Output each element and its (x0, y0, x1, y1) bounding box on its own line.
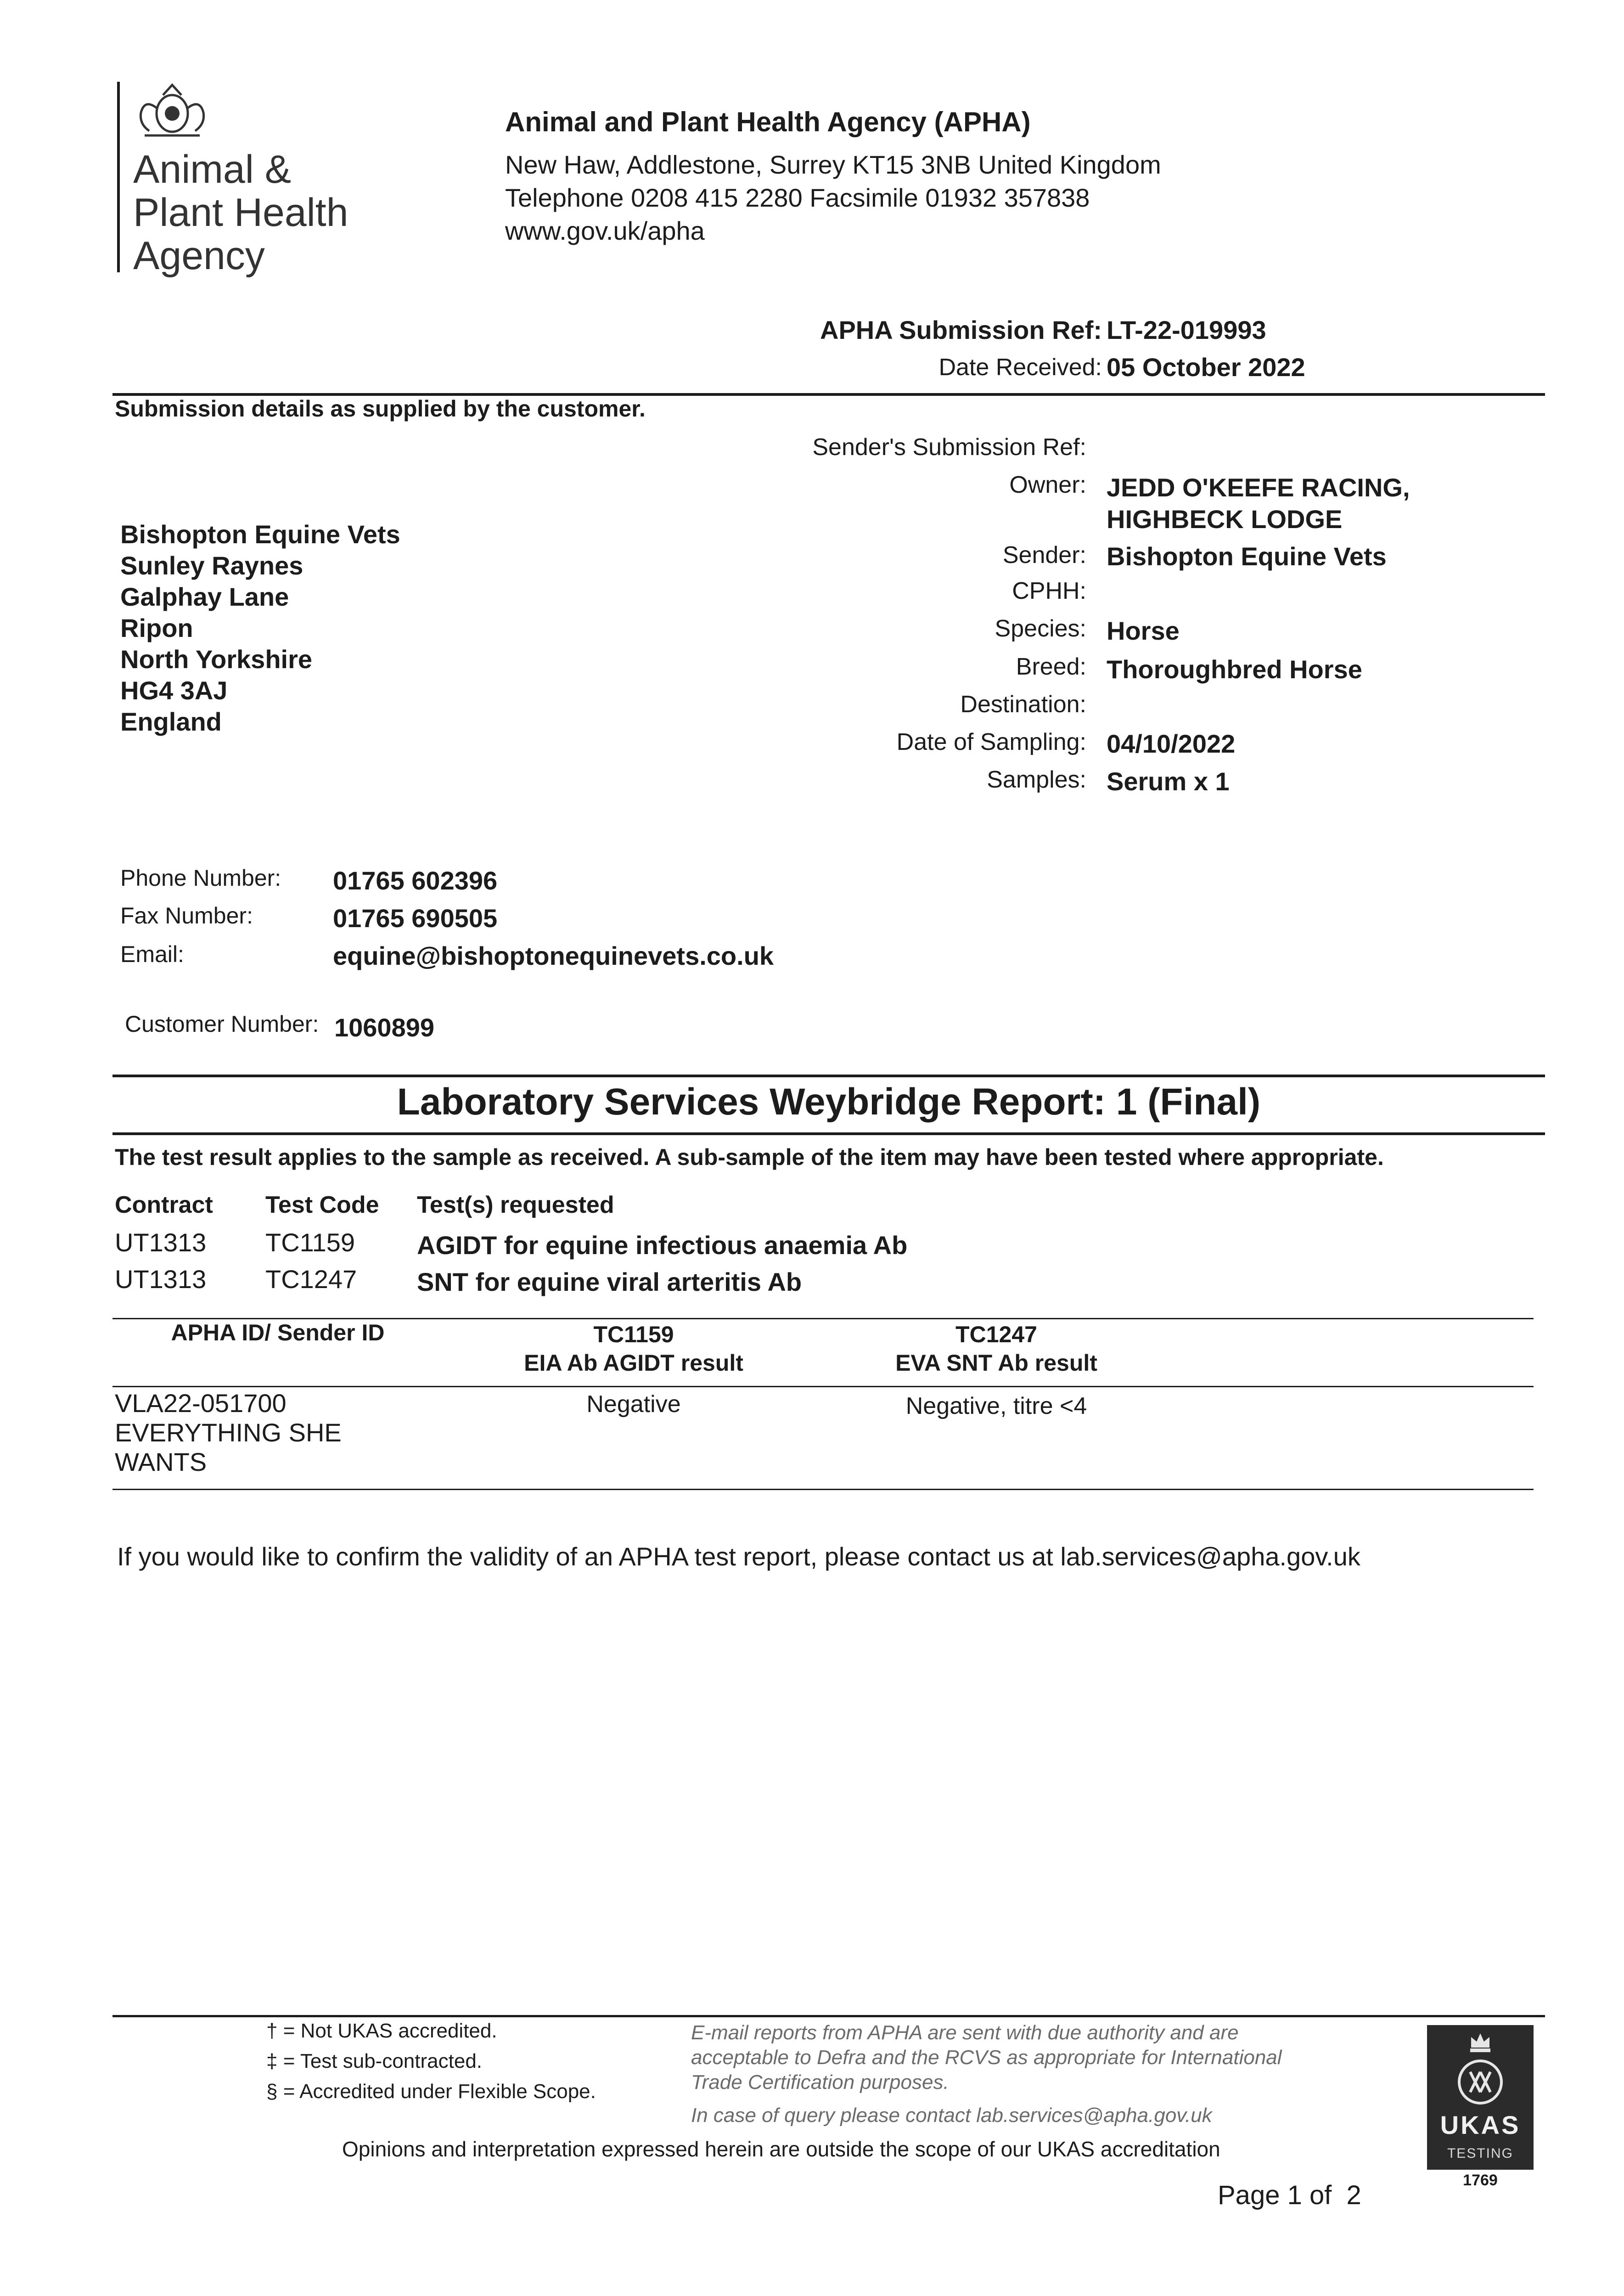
address-line: England (120, 707, 222, 736)
destination-label: Destination: (960, 691, 1086, 718)
address-line: Bishopton Equine Vets (120, 520, 400, 549)
samples-value: Serum x 1 (1107, 767, 1230, 796)
date-of-sampling-value: 04/10/2022 (1107, 729, 1236, 758)
agency-logo-line-2: Plant Health (133, 191, 348, 235)
result-id-line: VLA22-051700 (115, 1389, 287, 1418)
test-contract: UT1313 (115, 1228, 207, 1257)
address-line: Sunley Raynes (120, 551, 303, 580)
customer-number-value: 1060899 (334, 1013, 435, 1042)
address-line: Ripon (120, 613, 193, 642)
report-note: The test result applies to the sample as received. A sub-sample of the item may have been tested where appropriate. (115, 1144, 1384, 1170)
owner-value: JEDD O'KEEFE RACING, (1107, 473, 1410, 502)
samples-label: Samples: (987, 766, 1086, 793)
validity-note: If you would like to confirm the validity of an APHA test report, please contact us at lab.services@apha.gov.uk (117, 1542, 1360, 1571)
footer-query-note: In case of query please contact lab.services@apha.gov.uk (691, 2104, 1212, 2127)
customer-address (120, 519, 400, 737)
results-tc1247-code-header: TC1247 (955, 1322, 1037, 1347)
footer-opinions: Opinions and interpretation expressed herein are outside the scope of our UKAS accreditation (342, 2137, 1220, 2161)
ukas-number: 1769 (1463, 2172, 1498, 2189)
fax-value: 01765 690505 (333, 904, 498, 933)
test-contract: UT1313 (115, 1265, 207, 1294)
test-requested: SNT for equine viral arteritis Ab (417, 1267, 802, 1296)
phone-label: Phone Number: (120, 865, 281, 891)
owner-value-line-2: HIGHBECK LODGE (1107, 505, 1343, 534)
agency-address: New Haw, Addlestone, Surrey KT15 3NB United Kingdom (505, 150, 1161, 179)
report-top-rule (112, 1075, 1545, 1077)
email-note-line: Trade Certification purposes. (691, 2071, 949, 2093)
results-tc1247-desc-header: EVA SNT Ab result (895, 1350, 1097, 1376)
breed-value: Thoroughbred Horse (1107, 655, 1362, 684)
result-tc1247: Negative, titre <4 (905, 1393, 1087, 1419)
ukas-label: UKAS (1440, 2110, 1521, 2139)
address-line: HG4 3AJ (120, 676, 228, 705)
email-note-line: E-mail reports from APHA are sent with due authority and are (691, 2021, 1239, 2044)
customer-number-label: Customer Number: (125, 1011, 319, 1037)
result-id-line: EVERYTHING SHE (115, 1418, 342, 1447)
breed-label: Breed: (1016, 653, 1086, 680)
tests-requested-header: Test(s) requested (417, 1192, 614, 1218)
legend-flexible-scope: § = Accredited under Flexible Scope. (266, 2080, 596, 2103)
contract-header: Contract (115, 1192, 213, 1218)
test-code-header: Test Code (265, 1192, 379, 1218)
footer-email-note (691, 2020, 1282, 2095)
submission-details-heading: Submission details as supplied by the customer. (115, 396, 646, 422)
test-requested: AGIDT for equine infectious anaemia Ab (417, 1231, 908, 1260)
sender-value: Bishopton Equine Vets (1107, 542, 1387, 571)
species-label: Species: (995, 615, 1086, 642)
sender-label: Sender: (1002, 542, 1086, 568)
page-number: Page 1 of 2 (1218, 2180, 1361, 2210)
agency-telephone: Telephone 0208 415 2280 Facsimile 01932 357838 (505, 183, 1090, 212)
result-tc1159: Negative (586, 1391, 681, 1418)
test-code: TC1159 (265, 1228, 355, 1257)
report-title: Laboratory Services Weybridge Report: 1 (Final) (397, 1081, 1261, 1123)
sender-submission-ref-label: Sender's Submission Ref: (812, 434, 1086, 461)
ukas-sub: TESTING (1447, 2146, 1513, 2161)
agency-website: www.gov.uk/apha (505, 216, 705, 245)
agency-logo-line-1: Animal & (133, 147, 292, 191)
agency-name: Animal and Plant Health Agency (APHA) (505, 107, 1031, 137)
result-id (115, 1388, 342, 1478)
address-line: Galphay Lane (120, 582, 289, 611)
address-line: North Yorkshire (120, 645, 313, 674)
date-received-value: 05 October 2022 (1107, 353, 1305, 382)
submission-ref-value: LT-22-019993 (1107, 315, 1266, 344)
footer-legend (266, 2016, 596, 2107)
results-tc1159-desc-header: EIA Ab AGIDT result (524, 1350, 743, 1376)
fax-label: Fax Number: (120, 903, 253, 929)
results-header-rule (112, 1386, 1534, 1387)
ukas-crown-emblem-icon (1453, 2032, 1508, 2107)
royal-coat-of-arms-icon (131, 80, 214, 142)
owner-label: Owner: (1009, 472, 1086, 498)
logo-divider (117, 82, 120, 272)
results-bottom-rule (112, 1489, 1534, 1490)
ukas-badge (1427, 2025, 1534, 2170)
email-note-line: acceptable to Defra and the RCVS as appropriate for International (691, 2046, 1282, 2069)
results-tc1159-code-header: TC1159 (593, 1322, 674, 1347)
agency-logo-line-3: Agency (133, 234, 265, 278)
cphh-label: CPHH: (1012, 578, 1086, 604)
email-label: Email: (120, 941, 184, 967)
test-code: TC1247 (265, 1265, 357, 1294)
results-id-header: APHA ID/ Sender ID (171, 1320, 385, 1345)
date-received-label: Date Received: (938, 354, 1102, 381)
legend-sub-contracted: ‡ = Test sub-contracted. (266, 2050, 483, 2072)
legend-not-accredited: † = Not UKAS accredited. (266, 2020, 497, 2042)
species-value: Horse (1107, 616, 1180, 645)
phone-value: 01765 602396 (333, 866, 498, 895)
email-value: equine@bishoptonequinevets.co.uk (333, 941, 774, 970)
report-bottom-rule (112, 1132, 1545, 1135)
result-id-line: WANTS (115, 1447, 207, 1476)
date-of-sampling-label: Date of Sampling: (896, 729, 1086, 755)
submission-ref-label: APHA Submission Ref: (820, 315, 1102, 344)
